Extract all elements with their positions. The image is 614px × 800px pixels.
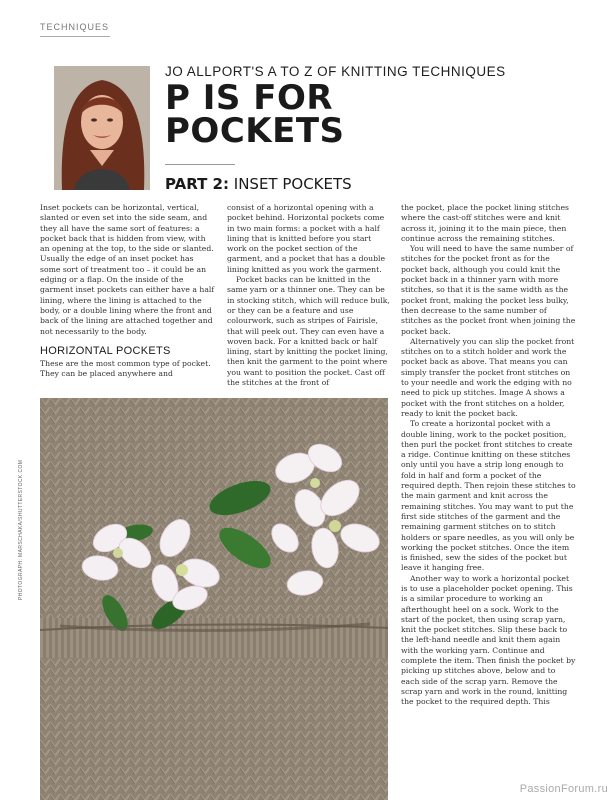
paragraph: You will need to have the same number of stitches for the pocket front as for the pocket back, although you could knit the pocket back in a thinner yarn with more stitches, so that it is the same width as the pocket front, making the pocket less bulky, then decrease to the same number of stitches as the pocket front when joining the pocket back. [401,244,576,336]
series-title: JO ALLPORT'S A TO Z OF KNITTING TECHNIQUES [165,64,506,79]
photo-credit-text: PHOTOGRAPH: MARSCHAKA/SHUTTERSTOCK.COM [18,459,24,600]
title-rule [165,164,235,165]
part-title: INSET POCKETS [233,175,352,193]
paragraph: Inset pockets can be horizontal, vertical, slanted or even set into the side seam, and they all have the same sort of features: a pocket back that is hidden from view, with an opening at the top, to the side or slanted. Usually the edge of an inset pocket has some sort of treatment too – it could be an edging or a flap. On the inside of the garment inset pockets can either have a half lining, where the lining is attached to the body, or a double lining where the front and back of the lining are attached together and not necessarily to the body. [40,203,215,336]
paragraph: Pocket backs can be knitted in the same yarn or a thinner one. They can be in stocking stitch, which will reduce bulk, or they can be a feature and use colourwork, such as stripes of Fairisle, that will peek out. They can even have a woven back. For a knitted back or half lining, start by knitting the pocket lining, then knit the garment to the point where you want to position the pocket. Cast off the stitches at the front of [227,275,390,388]
title-line-1: P IS FOR [165,78,334,118]
knitted-pocket-photo [40,398,388,800]
paragraph: the pocket, place the pocket lining stitches where the cast-off stitches were and knit across it, joining it to the main piece, then continue across the remaining stitches. [401,203,569,243]
column-1 [40,203,215,379]
title-line-2: POCKETS [165,111,345,151]
paragraph: These are the most common type of pocket. They can be placed anywhere and [40,358,211,379]
watermark: PassionForum.ru [519,783,608,795]
paragraph: To create a horizontal pocket with a double lining, work to the pocket position, then purl the pocket front stitches to create a ridge. Continue knitting on these stitches only until you have a strip long enough to fold in half and form a pocket of the required depth. Then rejoin these stitches to the main garment and knit across the remaining stitches. You may want to put the first side stitches of the garment and the remaining garment stitches on to stitch holders or spare needles, as you will only be working the pocket stitches. Once the item is finished, sew the sides of the pocket but leave it hanging free. [401,419,576,573]
part-subtitle [165,175,352,193]
section-tag: TECHNIQUES [40,22,110,32]
column-3 [401,203,576,708]
section-rule [40,36,110,37]
photo-credit [18,400,30,600]
part-prefix: PART 2: [165,175,229,193]
column-2 [227,203,392,388]
section-heading: HORIZONTAL POCKETS [40,344,171,357]
author-portrait [54,66,150,190]
paragraph: Another way to work a horizontal pocket is to use a placeholder pocket opening. This is a similar procedure to working an afterthought heel on a sock. Work to the start of the pocket, then using scrap yarn, knit the pocket stitches. Slip these back to the left-hand needle and knit them again with the working yarn. Continue and complete the item. Then finish the pocket by picking up stitches above, below and to each side of the scrap yarn. Remove the scrap yarn and work in the round, knitting the pocket to the required depth. This [401,573,576,707]
paragraph: Alternatively you can slip the pocket front stitches on to a stitch holder and work the pocket back as above. That means you can simply transfer the pocket front stitches on to your needle and work the edging with no need to pick up stitches. Image A shows a pocket with the front stitches on a holder, ready to knit the pocket back. [401,336,575,418]
paragraph: consist of a horizontal opening with a pocket behind. Horizontal pockets come in two main forms: a pocket with a half lining that is knitted before you start work on the pocket section of the garment, and a pocket that has a double lining knitted as you work the garment. [227,203,386,274]
page-title [165,78,345,151]
